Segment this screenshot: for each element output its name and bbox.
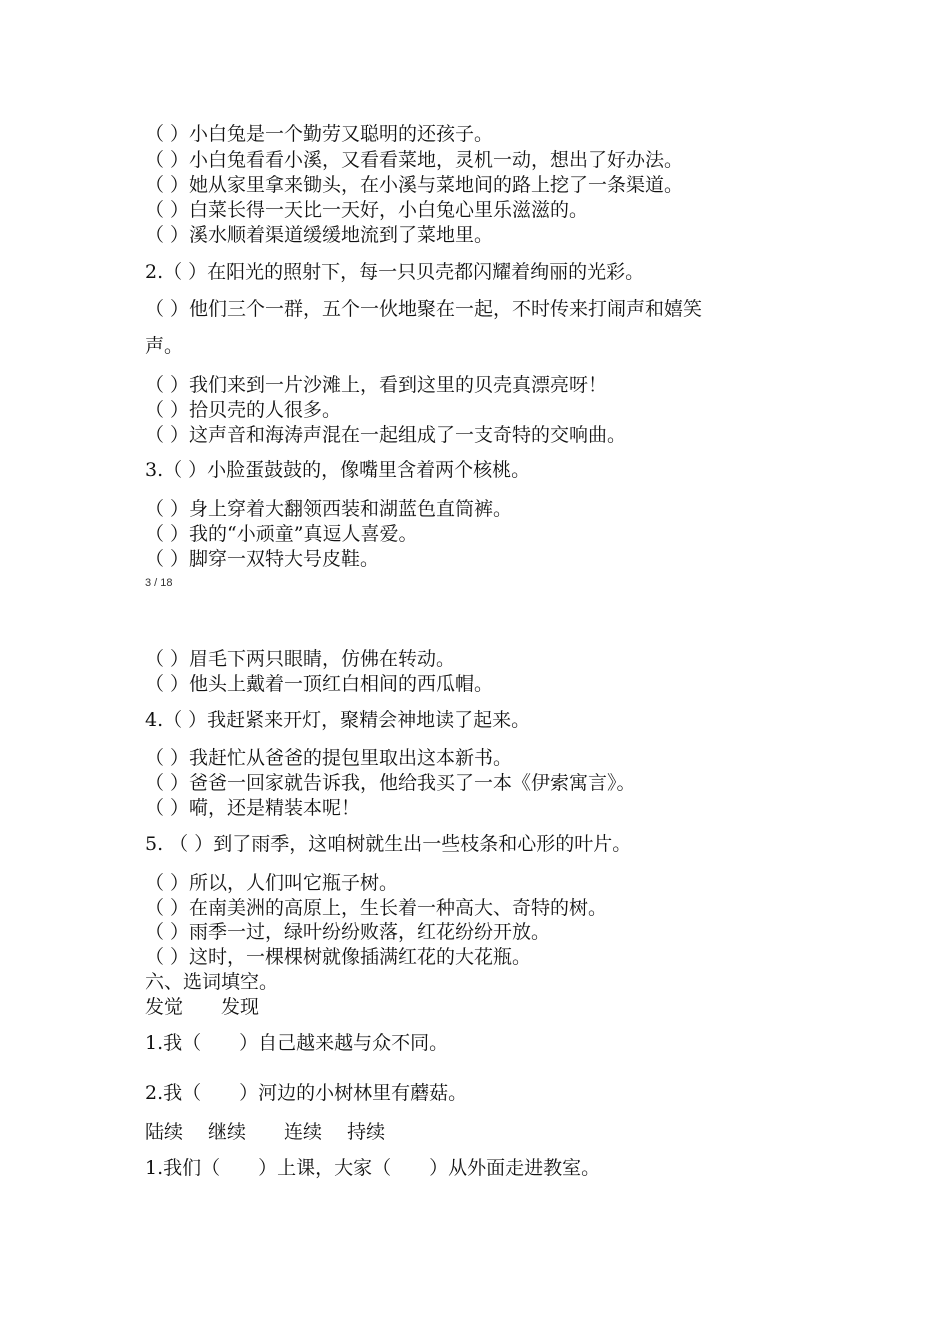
word-choices: 陆续 继续 连续 持续 — [145, 1121, 386, 1143]
answer-line: （ ）身上穿着大翻领西装和湖蓝色直筒裤。 — [145, 498, 513, 520]
answer-line: （ ）在南美洲的高原上，生长着一种高大、奇特的树。 — [145, 897, 608, 919]
answer-line: （ ）小白兔看看小溪，又看看菜地，灵机一动，想出了好办法。 — [145, 149, 684, 171]
answer-line: （ ）我的“小顽童”真逗人喜爱。 — [145, 523, 418, 545]
fill-blank-line: 2.我（ ）河边的小树林里有蘑菇。 — [145, 1082, 468, 1104]
answer-line: （ ）我赶忙从爸爸的提包里取出这本新书。 — [145, 747, 513, 769]
answer-line: （ ）这时，一棵棵树就像插满红花的大花瓶。 — [145, 946, 532, 968]
question-2-line: 2.（ ）在阳光的照射下，每一只贝壳都闪耀着绚丽的光彩。 — [145, 261, 645, 283]
answer-line: （ ）他头上戴着一顶红白相间的西瓜帽。 — [145, 673, 494, 695]
answer-line-continued: 声。 — [145, 335, 184, 357]
fill-blank-line: 1.我们（ ）上课，大家（ ）从外面走进教室。 — [145, 1157, 601, 1179]
page-number: 3 / 18 — [145, 577, 173, 589]
answer-line: （ ）眉毛下两只眼睛，仿佛在转动。 — [145, 648, 456, 670]
fill-blank-line: 1.我（ ）自己越来越与众不同。 — [145, 1032, 449, 1054]
question-4-line: 4.（ ）我赶紧来开灯，聚精会神地读了起来。 — [145, 709, 531, 731]
answer-line: （ ）爸爸一回家就告诉我，他给我买了一本《伊索寓言》。 — [145, 772, 636, 794]
answer-line: （ ）雨季一过，绿叶纷纷败落，红花纷纷开放。 — [145, 921, 551, 943]
answer-line: （ ）白菜长得一天比一天好，小白兔心里乐滋滋的。 — [145, 199, 589, 221]
answer-line: （ ）我们来到一片沙滩上，看到这里的贝壳真漂亮呀！ — [145, 374, 608, 396]
answer-line: （ ）他们三个一群，五个一伙地聚在一起，不时传来打闹声和嬉笑 — [145, 298, 703, 320]
answer-line: （ ）这声音和海涛声混在一起组成了一支奇特的交响曲。 — [145, 424, 627, 446]
answer-line: （ ）嗬，还是精装本呢！ — [145, 797, 361, 819]
answer-line: （ ）拾贝壳的人很多。 — [145, 399, 342, 421]
answer-line: （ ）她从家里拿来锄头，在小溪与菜地间的路上挖了一条渠道。 — [145, 174, 684, 196]
answer-line: （ ）所以，人们叫它瓶子树。 — [145, 872, 399, 894]
answer-line: （ ）小白兔是一个勤劳又聪明的还孩子。 — [145, 123, 494, 145]
answer-line: （ ）脚穿一双特大号皮鞋。 — [145, 548, 380, 570]
word-choices: 发觉 发现 — [145, 996, 260, 1018]
section-heading: 六、选词填空。 — [145, 971, 279, 993]
question-3-line: 3.（ ）小脸蛋鼓鼓的，像嘴里含着两个核桃。 — [145, 459, 531, 481]
question-5-line: 5. （ ）到了雨季，这咱树就生出一些枝条和心形的叶片。 — [145, 833, 632, 855]
answer-line: （ ）溪水顺着渠道缓缓地流到了菜地里。 — [145, 224, 494, 246]
